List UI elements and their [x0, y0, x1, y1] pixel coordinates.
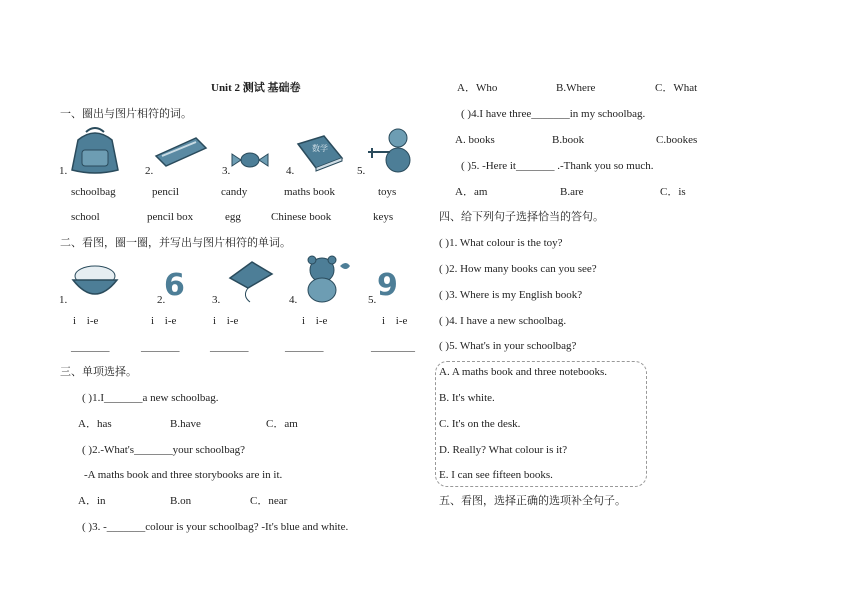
match-q4: ( )4. I have a new schoolbag.	[439, 315, 567, 327]
s2-q4-number: 4.	[289, 294, 298, 306]
word-keys: keys	[373, 211, 394, 223]
mc-q2-opt-a: A．in	[78, 495, 106, 507]
q5-number: 5.	[357, 165, 366, 177]
word-pencil: pencil	[152, 186, 179, 198]
toys-image	[364, 126, 420, 176]
word-egg: egg	[225, 211, 241, 223]
mc-q2-opt-b: B.on	[170, 495, 192, 507]
section1-heading: 一、圈出与图片相符的词。	[60, 108, 192, 120]
answer-b: B. It's white.	[439, 392, 495, 404]
s2-q1-number: 1.	[59, 294, 68, 306]
rice-bowl-image	[68, 262, 122, 304]
kite-image	[222, 258, 278, 304]
s2-q5-number: 5.	[368, 294, 377, 306]
mc-q4: ( )4.I have three_______in my schoolbag.	[461, 108, 646, 120]
word-chinese-book: Chinese book	[271, 211, 332, 223]
q2-number: 2.	[145, 165, 154, 177]
section5-heading: 五、看图，选择正确的选项补全句子。	[439, 495, 626, 507]
s2-blank-3[interactable]: _______	[210, 341, 249, 353]
mc-q3-opt-c: C．What	[655, 82, 698, 94]
q4-number: 4.	[286, 165, 295, 177]
answer-c: C. It's on the desk.	[439, 418, 521, 430]
s2-q3-number: 3.	[212, 294, 221, 306]
mc-q5-opt-c: C．is	[660, 186, 686, 198]
s2-blank-4[interactable]: _______	[285, 341, 324, 353]
digit-six: 6	[164, 268, 185, 303]
page-title: Unit 2 测试 基础卷	[211, 82, 301, 94]
s2-q2-number: 2.	[157, 294, 166, 306]
section2-heading: 二、看图，圈一圈，并写出与图片相符的单词。	[60, 237, 291, 249]
word-pencil-box: pencil box	[147, 211, 194, 223]
match-q1: ( )1. What colour is the toy?	[439, 237, 563, 249]
answer-e: E. I can see fifteen books.	[439, 469, 553, 481]
q3-number: 3.	[222, 165, 231, 177]
pencil-box-image	[152, 134, 210, 170]
match-q2: ( )2. How many books can you see?	[439, 263, 597, 275]
answer-d: D. Really? What colour is it?	[439, 444, 568, 456]
q1-number: 1.	[59, 165, 68, 177]
digit-nine: 9	[377, 268, 398, 303]
match-q5: ( )5. What's in your schoolbag?	[439, 340, 577, 352]
mc-q5-opt-b: B.are	[560, 186, 584, 198]
mc-q4-opt-c: C.bookes	[656, 134, 698, 146]
s2-q2-options: i i-e	[151, 315, 177, 327]
answer-a: A. A maths book and three notebooks.	[439, 366, 608, 378]
mc-q4-opt-b: B.book	[552, 134, 585, 146]
word-school: school	[71, 211, 100, 223]
mc-q2: ( )2.-What's_______your schoolbag?	[82, 444, 245, 456]
mc-q5-opt-a: A．am	[455, 186, 488, 198]
s2-blank-1[interactable]: _______	[71, 341, 110, 353]
mc-q3: ( )3. -_______colour is your schoolbag? -It's blue and white.	[82, 521, 349, 533]
match-q3: ( )3. Where is my English book?	[439, 289, 583, 301]
mc-q4-opt-a: A. books	[455, 134, 495, 146]
s2-q4-options: i i-e	[302, 315, 328, 327]
s2-q3-options: i i-e	[213, 315, 239, 327]
mc-q1-opt-c: C．am	[266, 418, 298, 430]
mc-q3-opt-a: A．Who	[457, 82, 498, 94]
word-candy: candy	[221, 186, 248, 198]
maths-book-image	[294, 134, 346, 172]
s2-q1-options: i i-e	[73, 315, 99, 327]
word-toys: toys	[378, 186, 397, 198]
section4-heading: 四、给下列句子选择恰当的答句。	[439, 211, 604, 223]
candy-image	[230, 148, 270, 172]
mc-q1-opt-a: A．has	[78, 418, 112, 430]
word-schoolbag: schoolbag	[71, 186, 116, 198]
section3-heading: 三、单项选择。	[60, 366, 137, 378]
mc-q1: ( )1.I_______a new schoolbag.	[82, 392, 219, 404]
book-cover-text: 数学	[312, 144, 328, 153]
s2-blank-2[interactable]: _______	[141, 341, 180, 353]
mc-q1-opt-b: B.have	[170, 418, 201, 430]
s2-q5-options: i i-e	[382, 315, 408, 327]
mc-q2-sub: -A maths book and three storybooks are in it.	[84, 469, 283, 481]
bear-toy-image	[298, 254, 352, 304]
word-maths-book: maths book	[284, 186, 336, 198]
s2-blank-5[interactable]: ________	[371, 341, 415, 353]
mc-q2-opt-c: C．near	[250, 495, 288, 507]
schoolbag-image	[64, 126, 126, 174]
mc-q3-opt-b: B.Where	[556, 82, 596, 94]
mc-q5: ( )5. -Here it_______ .-Thank you so much.	[461, 160, 654, 172]
